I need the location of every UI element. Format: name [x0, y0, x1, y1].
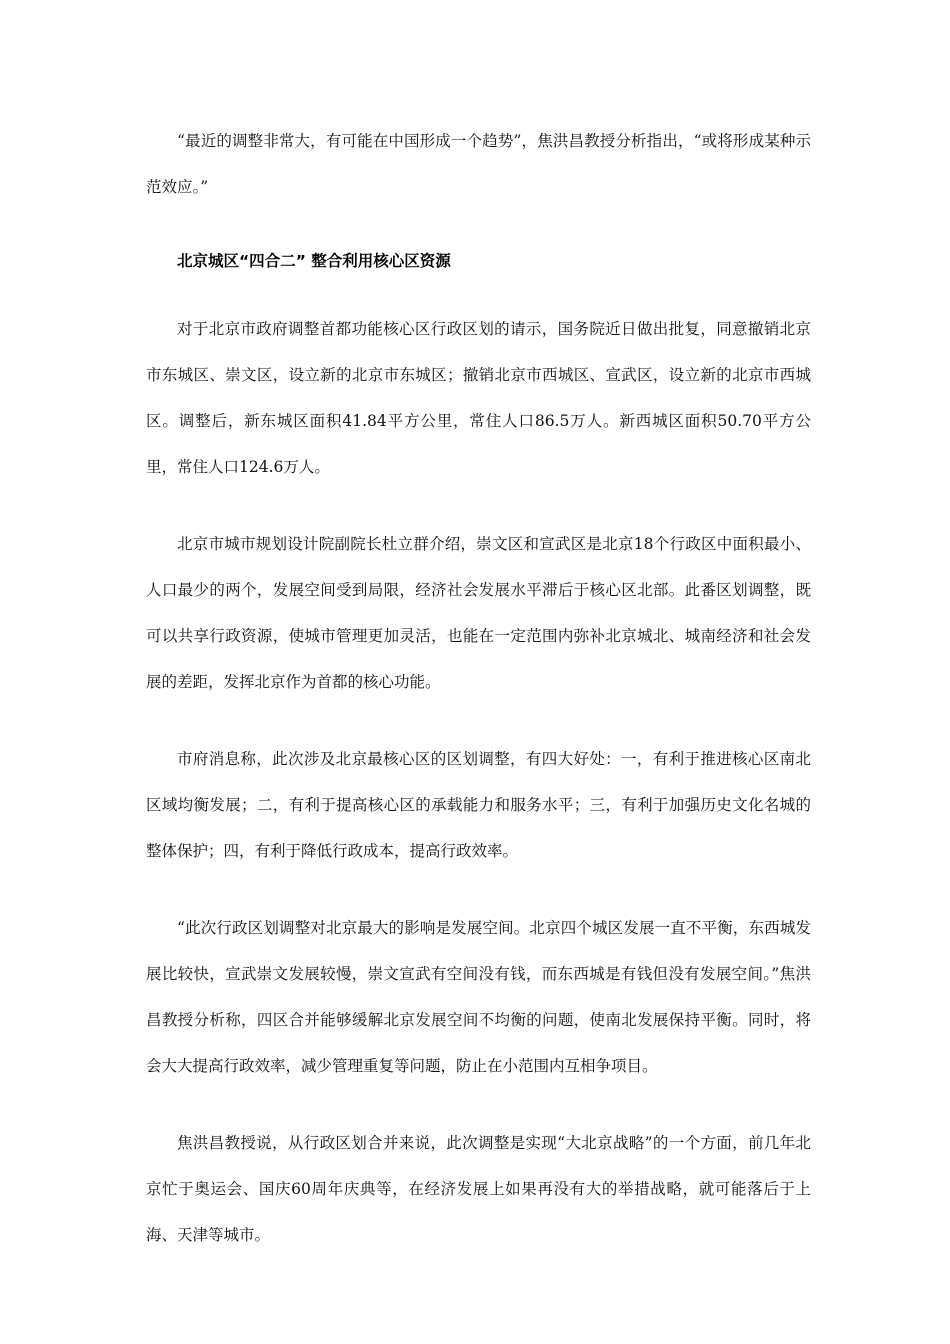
paragraph-planning-institute: 北京市城市规划设计院副院长杜立群介绍，崇文区和宣武区是北京18个行政区中面积最小、人口最少的两个，发展空间受到局限，经济社会发展水平滞后于核心区北部。此番区划调整，既可以共享行政资源，使城市管理更加灵活，也能在一定范围内弥补北京城北、城南经济和社会发展的差距，发挥北京作为首都的核心功能。	[146, 535, 811, 691]
section-heading: 北京城区“四合二” 整合利用核心区资源	[177, 252, 451, 270]
paragraph-quote-trend: “最近的调整非常大，有可能在中国形成一个趋势”，焦洪昌教授分析指出，“或将形成某种示范效应。”	[146, 132, 811, 196]
paragraph-state-council-approval: 对于北京市政府调整首都功能核心区行政区划的请示，国务院近日做出批复，同意撤销北京市东城区、崇文区，设立新的北京市东城区；撤销北京市西城区、宣武区，设立新的北京市西城区。调整后，新东城区面积41.84平方公里，常住人口86.5万人。新西城区面积50.70平方公里，常住人口124.6万人。	[146, 320, 811, 476]
paragraph-four-benefits: 市府消息称，此次涉及北京最核心区的区划调整，有四大好处：一，有利于推进核心区南北区域均衡发展；二，有利于提高核心区的承载能力和服务水平；三，有利于加强历史文化名城的整体保护；四，有利于降低行政成本，提高行政效率。	[146, 750, 811, 860]
article-body	[146, 118, 811, 1289]
paragraph-greater-beijing-strategy: 焦洪昌教授说，从行政区划合并来说，此次调整是实现“大北京战略”的一个方面，前几年北京忙于奥运会、国庆60周年庆典等，在经济发展上如果再没有大的举措战略，就可能落后于上海、天津等城市。	[146, 1134, 811, 1244]
paragraph-development-space: “此次行政区划调整对北京最大的影响是发展空间。北京四个城区发展一直不平衡，东西城发展比较快，宣武崇文发展较慢，崇文宣武有空间没有钱，而东西城是有钱但没有发展空间。”焦洪昌教授分析称，四区合并能够缓解北京发展空间不均衡的问题，使南北发展保持平衡。同时，将会大大提高行政效率，减少管理重复等问题，防止在小范围内互相争项目。	[146, 919, 811, 1075]
